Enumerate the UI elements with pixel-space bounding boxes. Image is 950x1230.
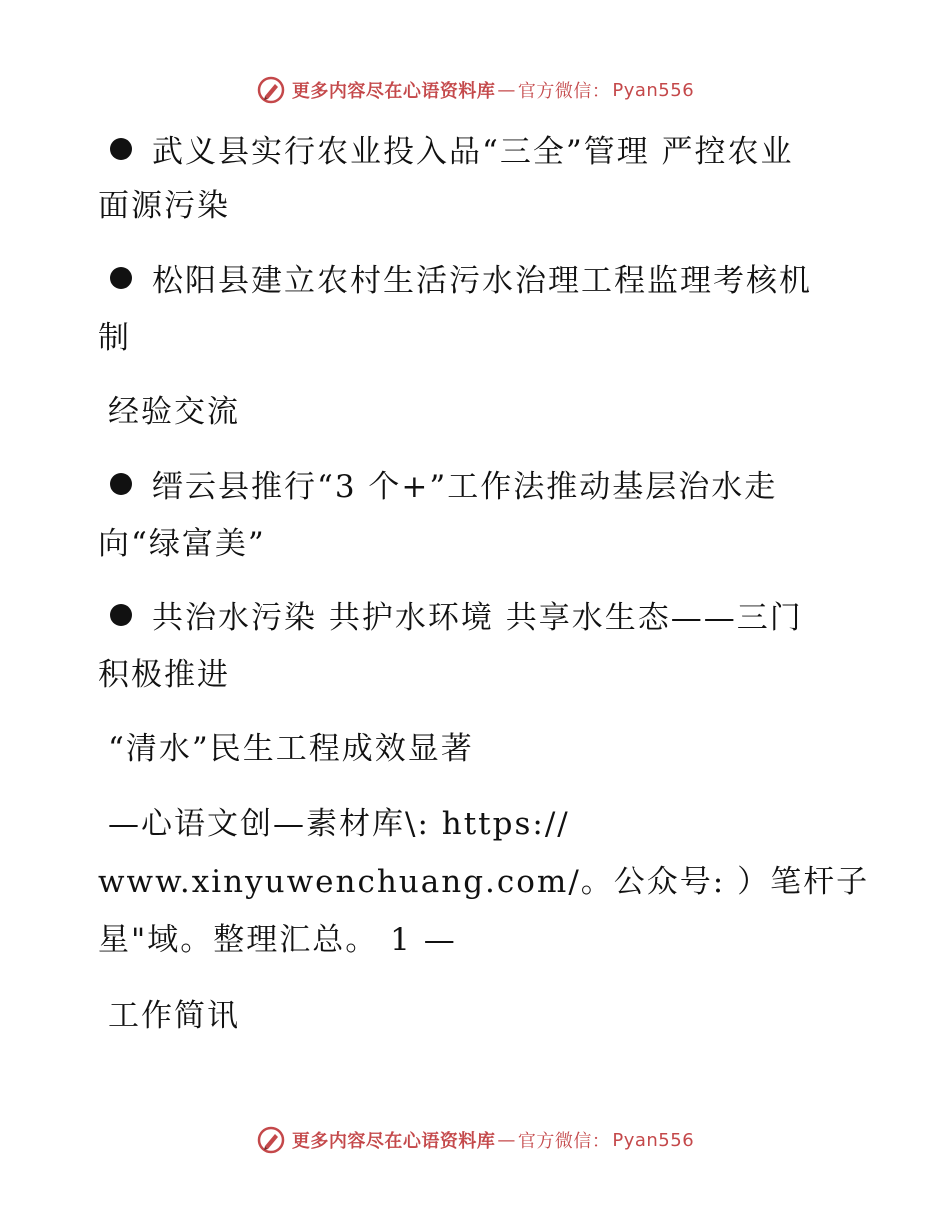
- item-text: 共治水污染 共护水环境 共享水生态——三门: [152, 600, 803, 636]
- paragraph-line: 星"域。整理汇总。 1 —: [98, 922, 457, 958]
- bullet-icon: [110, 473, 132, 495]
- watermark-wechat-label: 官方微信：: [517, 1131, 611, 1152]
- paragraph-line: “清水”民生工程成效显著: [108, 731, 474, 767]
- list-item: [98, 465, 777, 509]
- pen-logo-icon: [256, 1125, 286, 1155]
- list-item: [98, 596, 803, 640]
- bullet-icon: [110, 267, 132, 289]
- paragraph-line: —心语文创—素材库\: https://: [108, 806, 570, 842]
- list-item: [98, 130, 794, 174]
- watermark-wechat-id: Pyan556: [612, 1129, 695, 1151]
- section-heading: 工作简讯: [108, 998, 240, 1034]
- item-text-continuation: 制: [98, 320, 131, 356]
- list-item: [98, 259, 812, 303]
- watermark-wechat-label: 官方微信：: [517, 81, 611, 102]
- pen-logo-icon: [256, 75, 286, 105]
- bullet-icon: [110, 604, 132, 626]
- watermark-bottom: [0, 1120, 950, 1160]
- item-text: 松阳县建立农村生活污水治理工程监理考核机: [152, 263, 812, 299]
- item-text-continuation: 面源污染: [98, 188, 230, 224]
- item-text: 缙云县推行“3 个+”工作法推动基层治水走: [152, 469, 778, 505]
- watermark-separator: —: [497, 1129, 516, 1151]
- watermark-main-text: 更多内容尽在心语资料库: [291, 81, 496, 102]
- item-text-continuation: 积极推进: [98, 657, 230, 693]
- section-heading: 经验交流: [108, 394, 240, 430]
- watermark-separator: —: [497, 79, 516, 101]
- watermark-top: [0, 70, 950, 110]
- bullet-icon: [110, 138, 132, 160]
- item-text-continuation: 向“绿富美”: [98, 526, 266, 562]
- item-text: 武义县实行农业投入品“三全”管理 严控农业: [152, 134, 794, 170]
- watermark-wechat-id: Pyan556: [612, 79, 695, 101]
- paragraph-line: www.xinyuwenchuang.com/。公众号: ）笔杆子: [98, 864, 870, 900]
- watermark-main-text: 更多内容尽在心语资料库: [291, 1131, 496, 1152]
